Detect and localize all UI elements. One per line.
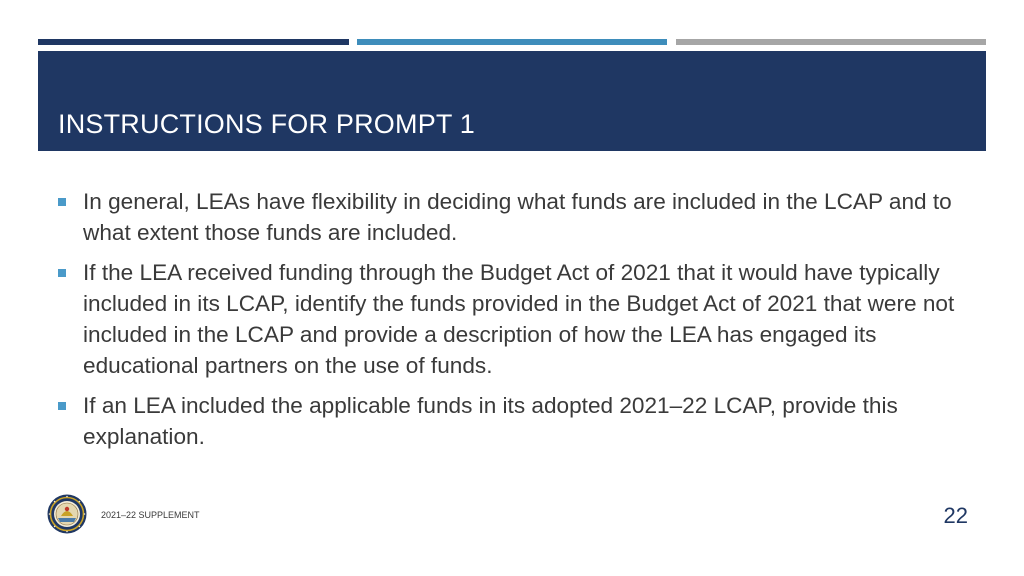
title-bar (38, 51, 986, 151)
page-number: 22 (943, 503, 968, 528)
bullet-item (58, 257, 978, 381)
bullet-text: If the LEA received funding through the Budget Act of 2021 that it would have typically included in its LCAP, identify the funds provided in the Budget Act of 2021 that were not included in the LCAP and provide a description of how the LEA has engaged its educational partners on the use of funds. (83, 260, 955, 378)
square-bullet-icon (58, 402, 66, 410)
bullet-list (58, 186, 978, 461)
page-title: INSTRUCTIONS FOR PROMPT 1 (58, 109, 476, 139)
accent-stripe-navy (38, 39, 349, 45)
square-bullet-icon (58, 198, 66, 206)
accent-stripe-blue (357, 39, 667, 45)
bullet-text: In general, LEAs have flexibility in deciding what funds are included in the LCAP and to what extent those funds are included. (83, 189, 952, 245)
bullet-item (58, 390, 978, 452)
footer-label: 2021–22 SUPPLEMENT (101, 510, 200, 520)
square-bullet-icon (58, 269, 66, 277)
bullet-item (58, 186, 978, 248)
bullet-text: If an LEA included the applicable funds in its adopted 2021–22 LCAP, provide this explanation. (83, 393, 898, 449)
accent-stripe-gray (676, 39, 986, 45)
seal-icon (47, 494, 87, 534)
